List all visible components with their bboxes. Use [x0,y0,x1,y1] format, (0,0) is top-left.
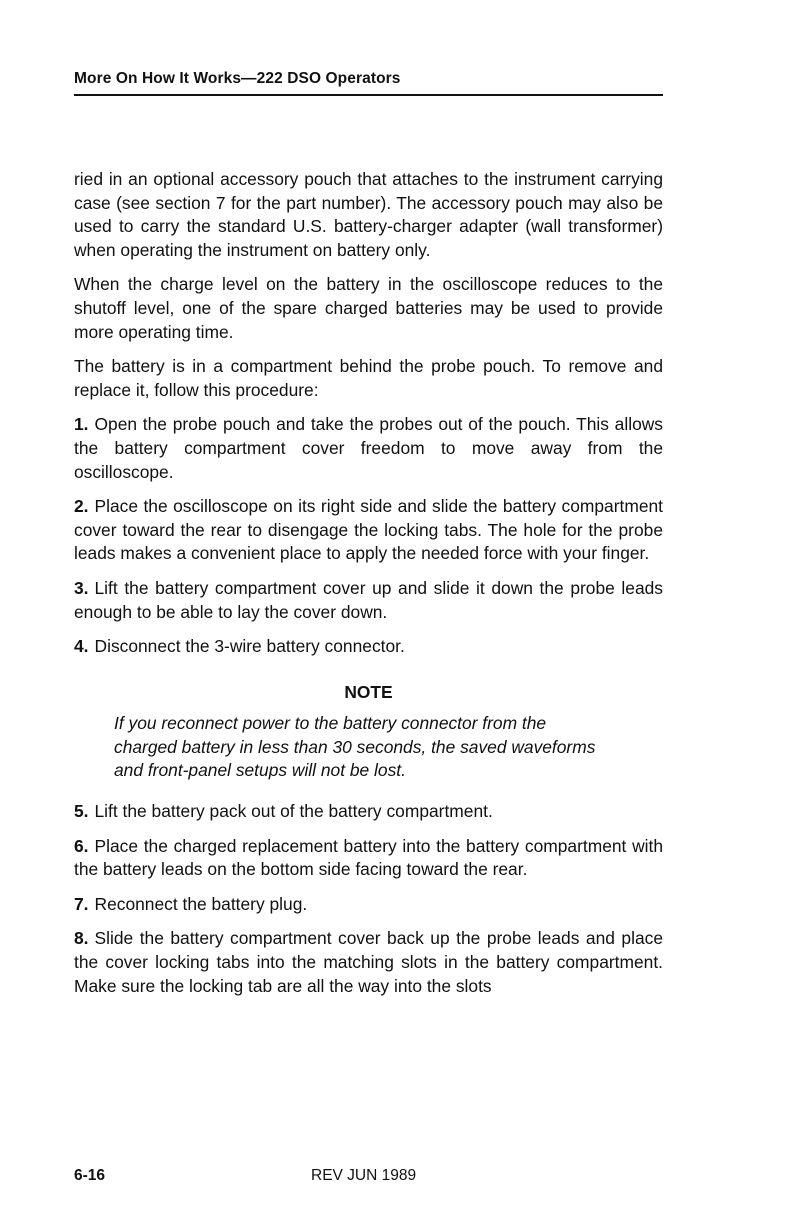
running-header-title: More On How It Works—222 DSO Operators [74,70,401,87]
step-number: 2. [74,496,89,517]
procedure-step [74,413,663,484]
revision-date: REV JUN 1989 [311,1167,417,1184]
procedure-step [74,893,663,917]
step-text: Place the charged replacement battery into the battery compartment with the battery leads on the bottom side facing toward the rear. [74,835,663,880]
page-number: 6-16 [74,1167,106,1184]
procedure-step [74,835,663,882]
step-number: 5. [74,801,89,822]
step-number: 3. [74,577,89,598]
procedure-step [74,927,663,998]
page-header [74,70,663,96]
step-number: 8. [74,928,89,949]
step-number: 6. [74,835,89,856]
procedure-step [74,635,663,659]
paragraph-charge-level: When the charge level on the battery in the oscilloscope reduces to the shutoff level, one of the spare charged batteries may be used to provide more operating time. [74,274,663,342]
step-text: Open the probe pouch and take the probes out of the pouch. This allows the battery compartment cover freedom to move away from the oscilloscope. [74,414,663,482]
procedure-step [74,577,663,624]
paragraph-battery-compartment: The battery is in a compartment behind the probe pouch. To remove and replace it, follow this procedure: [74,356,663,400]
step-text: Place the oscilloscope on its right side and slide the battery compartment cover toward the rear to disengage the locking tabs. The hole for the probe leads makes a convenient place to apply the needed force with your finger. [74,496,663,564]
step-number: 1. [74,414,89,435]
page-body [74,168,663,1009]
step-text: Reconnect the battery plug. [94,893,308,914]
paragraph-accessory-pouch: ried in an optional accessory pouch that attaches to the instrument carrying case (see section 7 for the part number). The accessory pouch may also be used to carry the standard U.S. battery-charger adapter (wall transformer) when operating the instrument on battery only. [74,169,663,260]
step-number: 7. [74,893,89,914]
step-text: Lift the battery pack out of the battery compartment. [94,801,493,822]
step-text: Slide the battery compartment cover back up the probe leads and place the cover locking tabs into the matching slots in the battery compartment. Make sure the locking tab are all the way into the slots [74,928,663,996]
note-heading: NOTE [344,681,393,702]
step-number: 4. [74,636,89,657]
procedure-step [74,495,663,566]
step-text: Disconnect the 3-wire battery connector. [94,636,405,657]
step-text: Lift the battery compartment cover up and slide it down the probe leads enough to be able to lay the cover down. [74,577,663,622]
procedure-step [74,800,663,824]
note-body: If you reconnect power to the battery connector from the charged battery in less than 30 seconds, the saved waveforms and front-panel setups will not be lost. [114,713,596,781]
